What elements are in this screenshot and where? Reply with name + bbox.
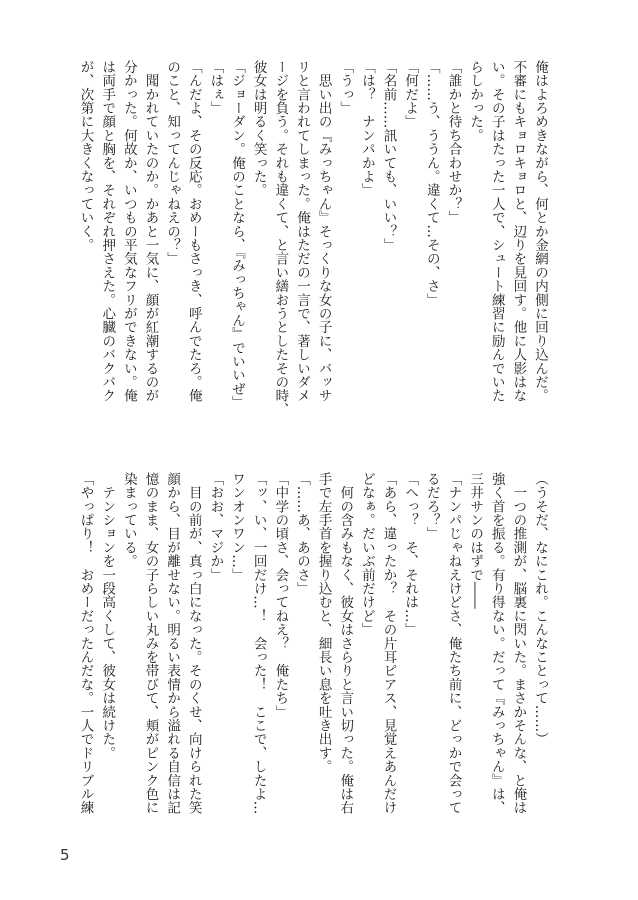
text-line: 「ナンパじゃねえけどさ、俺たち前に、どっかで会って — [445, 472, 462, 815]
text-line: 思い出の『みっちゃん』そっくりな女の子に、バッサ — [315, 60, 332, 403]
text-line: どなぁ。だいぶ前だけど」 — [358, 472, 375, 637]
text-line: 聞かれていたのか。かあと一気に、顔が紅潮するのが — [142, 60, 159, 403]
text-line: い。その子はたった一人で、シュート練習に励んでいた — [488, 60, 505, 403]
text-line: らしかった。 — [467, 60, 484, 143]
text-line: 「ッ、い、一回だけ…！ 会った！ ここで、したよ… — [250, 472, 267, 815]
text-line: 俺はよろめきながら、何とか金網の内側に回り込んだ。 — [532, 60, 548, 403]
page-number: 5 — [60, 846, 70, 864]
text-line: 彼女は明るく笑った。 — [250, 60, 267, 197]
text-line: 「へっ？ そ、それは…」 — [402, 472, 419, 637]
text-line: 「……う、ううん。違くて…その、さ」 — [423, 60, 440, 307]
text-line: ージを負う。それも違くて、と言い繕おうとしたその時、 — [272, 60, 289, 417]
text-line: テンションを一段高くして、彼女は続けた。 — [99, 472, 116, 760]
text-line: 「中学の頃さ、会ってねえ？ 俺たち」 — [272, 472, 289, 719]
text-line: 「うっ」 — [337, 60, 354, 115]
text-line: 「……あ、あのさ」 — [293, 472, 310, 596]
text-line: 手で左手首を握り込むと、細長い息を吐き出す。 — [315, 472, 332, 774]
text-line: 何の含みもなく、彼女はさらりと言い切った。俺は右 — [337, 472, 354, 815]
text-line: 「誰かと待ち合わせか？」 — [445, 60, 462, 225]
text-line: 染まっている。 — [120, 472, 137, 568]
text-line: 「は？ ナンパかよ」 — [358, 60, 375, 197]
text-line: 目の前が、真っ白になった。そのくせ、向けられた笑 — [185, 472, 202, 815]
lower-text-block — [76, 472, 552, 862]
text-line: は両手で顔と胸を、それぞれ押さえた。心臓のバクバク — [99, 60, 116, 403]
text-line: 強く首を振る。有り得ない。だって『みっちゃん』は、 — [488, 472, 505, 815]
text-line: 「おお、マジか」 — [207, 472, 224, 582]
text-line: ワンオンワン…」 — [229, 472, 246, 582]
text-line: 「何だよ」 — [402, 60, 419, 129]
text-line: 三井サンのはずで―― — [467, 472, 484, 609]
text-line: 「んだよ、その反応。おめーもさっき、呼んでたろ。俺 — [185, 60, 202, 403]
text-line: 分かった。何故か、いつもの平気なフリができない。俺 — [120, 60, 137, 403]
text-line: 「はぇ」 — [207, 60, 224, 115]
text-line: 「ジョーダン。俺のことなら、『みっちゃん』でいいぜ」 — [229, 60, 246, 410]
text-line: （うそだ、なにこれ。こんなことって……） — [532, 472, 548, 746]
text-line: 不審にもキョロキョロと、辺りを見回す。他に人影はな — [510, 60, 527, 403]
upper-text-block — [76, 60, 552, 445]
text-line: 「やっぱり！ おめーだったんだな。一人でドリブル練 — [77, 472, 94, 815]
text-line: 一つの推測が、脳裏に閃いた。まさかそんな、と俺は — [510, 472, 527, 815]
text-line: 顔から、目が離せない。明るい表情から溢れる自信は記 — [164, 472, 181, 815]
text-line: 「名前……訊いても、いい？」 — [380, 60, 397, 252]
text-line: リと言われてしまった。俺はただの一言で、著しいダメ — [293, 60, 310, 403]
text-line: るだろ？」 — [423, 472, 440, 541]
text-line: が、次第に大きくなっていく。 — [77, 60, 94, 252]
text-line: のこと、知ってんじゃねえの？」 — [164, 60, 181, 266]
text-line: 憶のまま、女の子らしい丸みを帯びて、頬がピンク色に — [142, 472, 159, 815]
text-line: 「あら、違ったか？ その片耳ピアス、見覚えあんだけ — [380, 472, 397, 815]
